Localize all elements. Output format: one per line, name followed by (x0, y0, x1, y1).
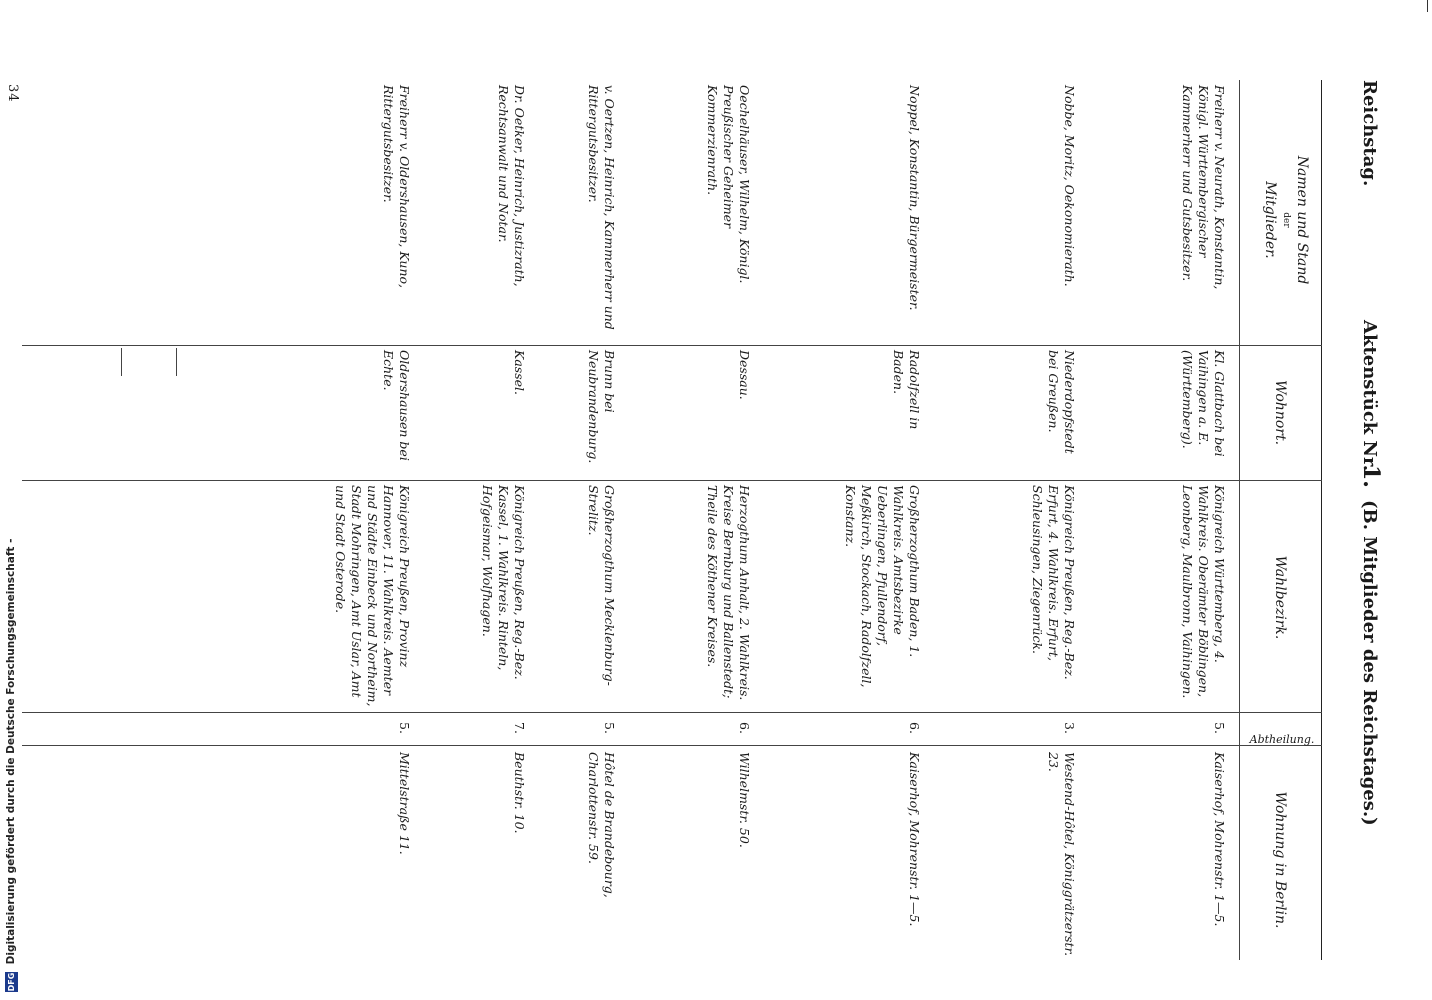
row3-wohnort: Radolfzell in Baden. (891, 350, 922, 430)
row5-wohnort: Brunn bei Neubrandenburg. (586, 350, 617, 464)
row5-abth: 5. (602, 722, 617, 734)
row1-wahlbezirk: Königreich Württemberg, 4. Wahlkreis. Oberämter Böblingen, Leonberg, Maulbronn, Vaihingen. (1180, 485, 1227, 699)
row7-abth: 5. (397, 722, 412, 734)
row1-wohnung: Kaiserhof, Mohrenstr. 1—5. (1212, 752, 1227, 927)
col-header-name-small: der (1281, 212, 1291, 228)
row2-wahlbezirk: Königreich Preußen, Reg.-Bez. Erfurt, 4. Wahlkreis. Erfurt, Schleusingen, Ziegenrück. (1030, 485, 1077, 680)
row7-name: Freiherr v. Oldershausen, Kuno, Rittergutsbesitzer. (381, 85, 412, 289)
row2-wohnort: Niederdopfstedt bei Greußen. (1046, 350, 1077, 454)
page-number: 34 (5, 84, 20, 103)
row4-wahlbezirk: Herzogthum Anhalt, 2. Wahlkreis. Kreise Bernburg und Ballenstedt; Theile des Köthener Kreises. (705, 485, 752, 701)
corner-mark-top-right (1427, 0, 1428, 12)
row6-name: Dr. Oetker, Heinrich, Justizrath, Rechtsanwalt und Notar. (496, 85, 527, 287)
running-head-number: 1. (1358, 465, 1384, 488)
row1-name: Freiherr v. Neurath, Konstantin, Königl. Württembergischer Kammerherr und Gutsbesitzer. (1180, 85, 1227, 290)
col-sep-3 (22, 712, 1322, 713)
col-sep-4 (22, 745, 1322, 746)
row3-wohnung: Kaiserhof, Mohrenstr. 1—5. (907, 752, 922, 927)
col-header-name-line1: Namen und Stand (1294, 155, 1310, 285)
row4-abth: 6. (737, 722, 752, 734)
row6-wohnort: Kassel. (512, 350, 527, 395)
row2-abth: 3. (1062, 722, 1077, 734)
short-rule-1 (176, 348, 177, 376)
running-head-suffix: (B. Mitglieder des Reichstages.) (1359, 500, 1380, 826)
row3-name: Noppel, Konstantin, Bürgermeister. (907, 85, 922, 311)
col-header-wohnort: Wohnort. (1272, 379, 1288, 446)
row2-name: Nobbe, Moritz, Oekonomierath. (1062, 85, 1077, 287)
dfg-logo: DFG (6, 972, 16, 992)
row4-wohnung: Wilhelmstr. 50. (737, 752, 752, 848)
short-rule-2 (121, 348, 122, 376)
col-header-wahlbezirk: Wahlbezirk. (1272, 555, 1288, 640)
row5-wohnung: Hôtel de Brandebourg, Charlottenstr. 59. (586, 752, 617, 898)
row7-wohnort: Oldershausen bei Echte. (381, 350, 412, 461)
col-header-abtheilung: Abtheilung. (1249, 733, 1315, 746)
row3-wahlbezirk: Großherzogthum Baden, 1. Wahlkreis. Amtsbezirke Ueberlingen, Pfullendorf, Meßkirch, Stockach, Radolfzell, Konstanz. (843, 485, 922, 688)
col-sep-1 (22, 345, 1322, 346)
col-header-wohnung: Wohnung in Berlin. (1272, 791, 1288, 929)
running-head-prefix: Aktenstück Nr. (1359, 320, 1380, 472)
row4-wohnort: Dessau. (737, 350, 752, 400)
row7-wahlbezirk: Königreich Preußen, Provinz Hannover, 11. Wahlkreis. Aemter und Städte Einbeck und Northeim, Stadt Mohringen, Amt Uslar, Amt und Stadt Osterode. (333, 485, 412, 707)
row6-abth: 7. (512, 722, 527, 734)
row4-name: Oechelhäuser, Wilhelm, Königl. Preußischer Geheimer Kommerzienrath. (705, 85, 752, 284)
digitization-note (0, 538, 22, 1000)
row6-wahlbezirk: Königreich Preußen, Reg.-Bez. Kassel, 1. Wahlkreis. Rinteln, Hofgeismar, Wolfhagen. (480, 485, 527, 680)
row1-wohnort: Kl. Glattbach bei Vaihingen a. E. (Württemberg). (1180, 350, 1227, 457)
row1-abth: 5. (1212, 722, 1227, 734)
running-head-left: Reichstag. (1359, 80, 1380, 187)
row5-name: v. Oertzen, Heinrich, Kammerherr und Rittergutsbesitzer. (586, 85, 617, 330)
row7-wohnung: Mittelstraße 11. (397, 752, 412, 855)
row5-wahlbezirk: Großherzogthum Mecklenburg-Strelitz. (586, 485, 617, 686)
header-bottom-rule (1239, 80, 1240, 960)
row3-abth: 6. (907, 722, 922, 734)
col-header-name-line2: Mitglieder. (1262, 181, 1278, 259)
col-sep-2 (22, 480, 1322, 481)
table-top-rule (1321, 80, 1322, 960)
col-header-name (1260, 120, 1312, 320)
digitization-text: Digitalisierung gefördert durch die Deutsche Forschungsgemeinschaft - (5, 538, 17, 965)
row6-wohnung: Beuthstr. 10. (512, 752, 527, 834)
row2-wohnung: Westend-Hôtel, Königgrätzerstr. 23. (1046, 752, 1077, 957)
